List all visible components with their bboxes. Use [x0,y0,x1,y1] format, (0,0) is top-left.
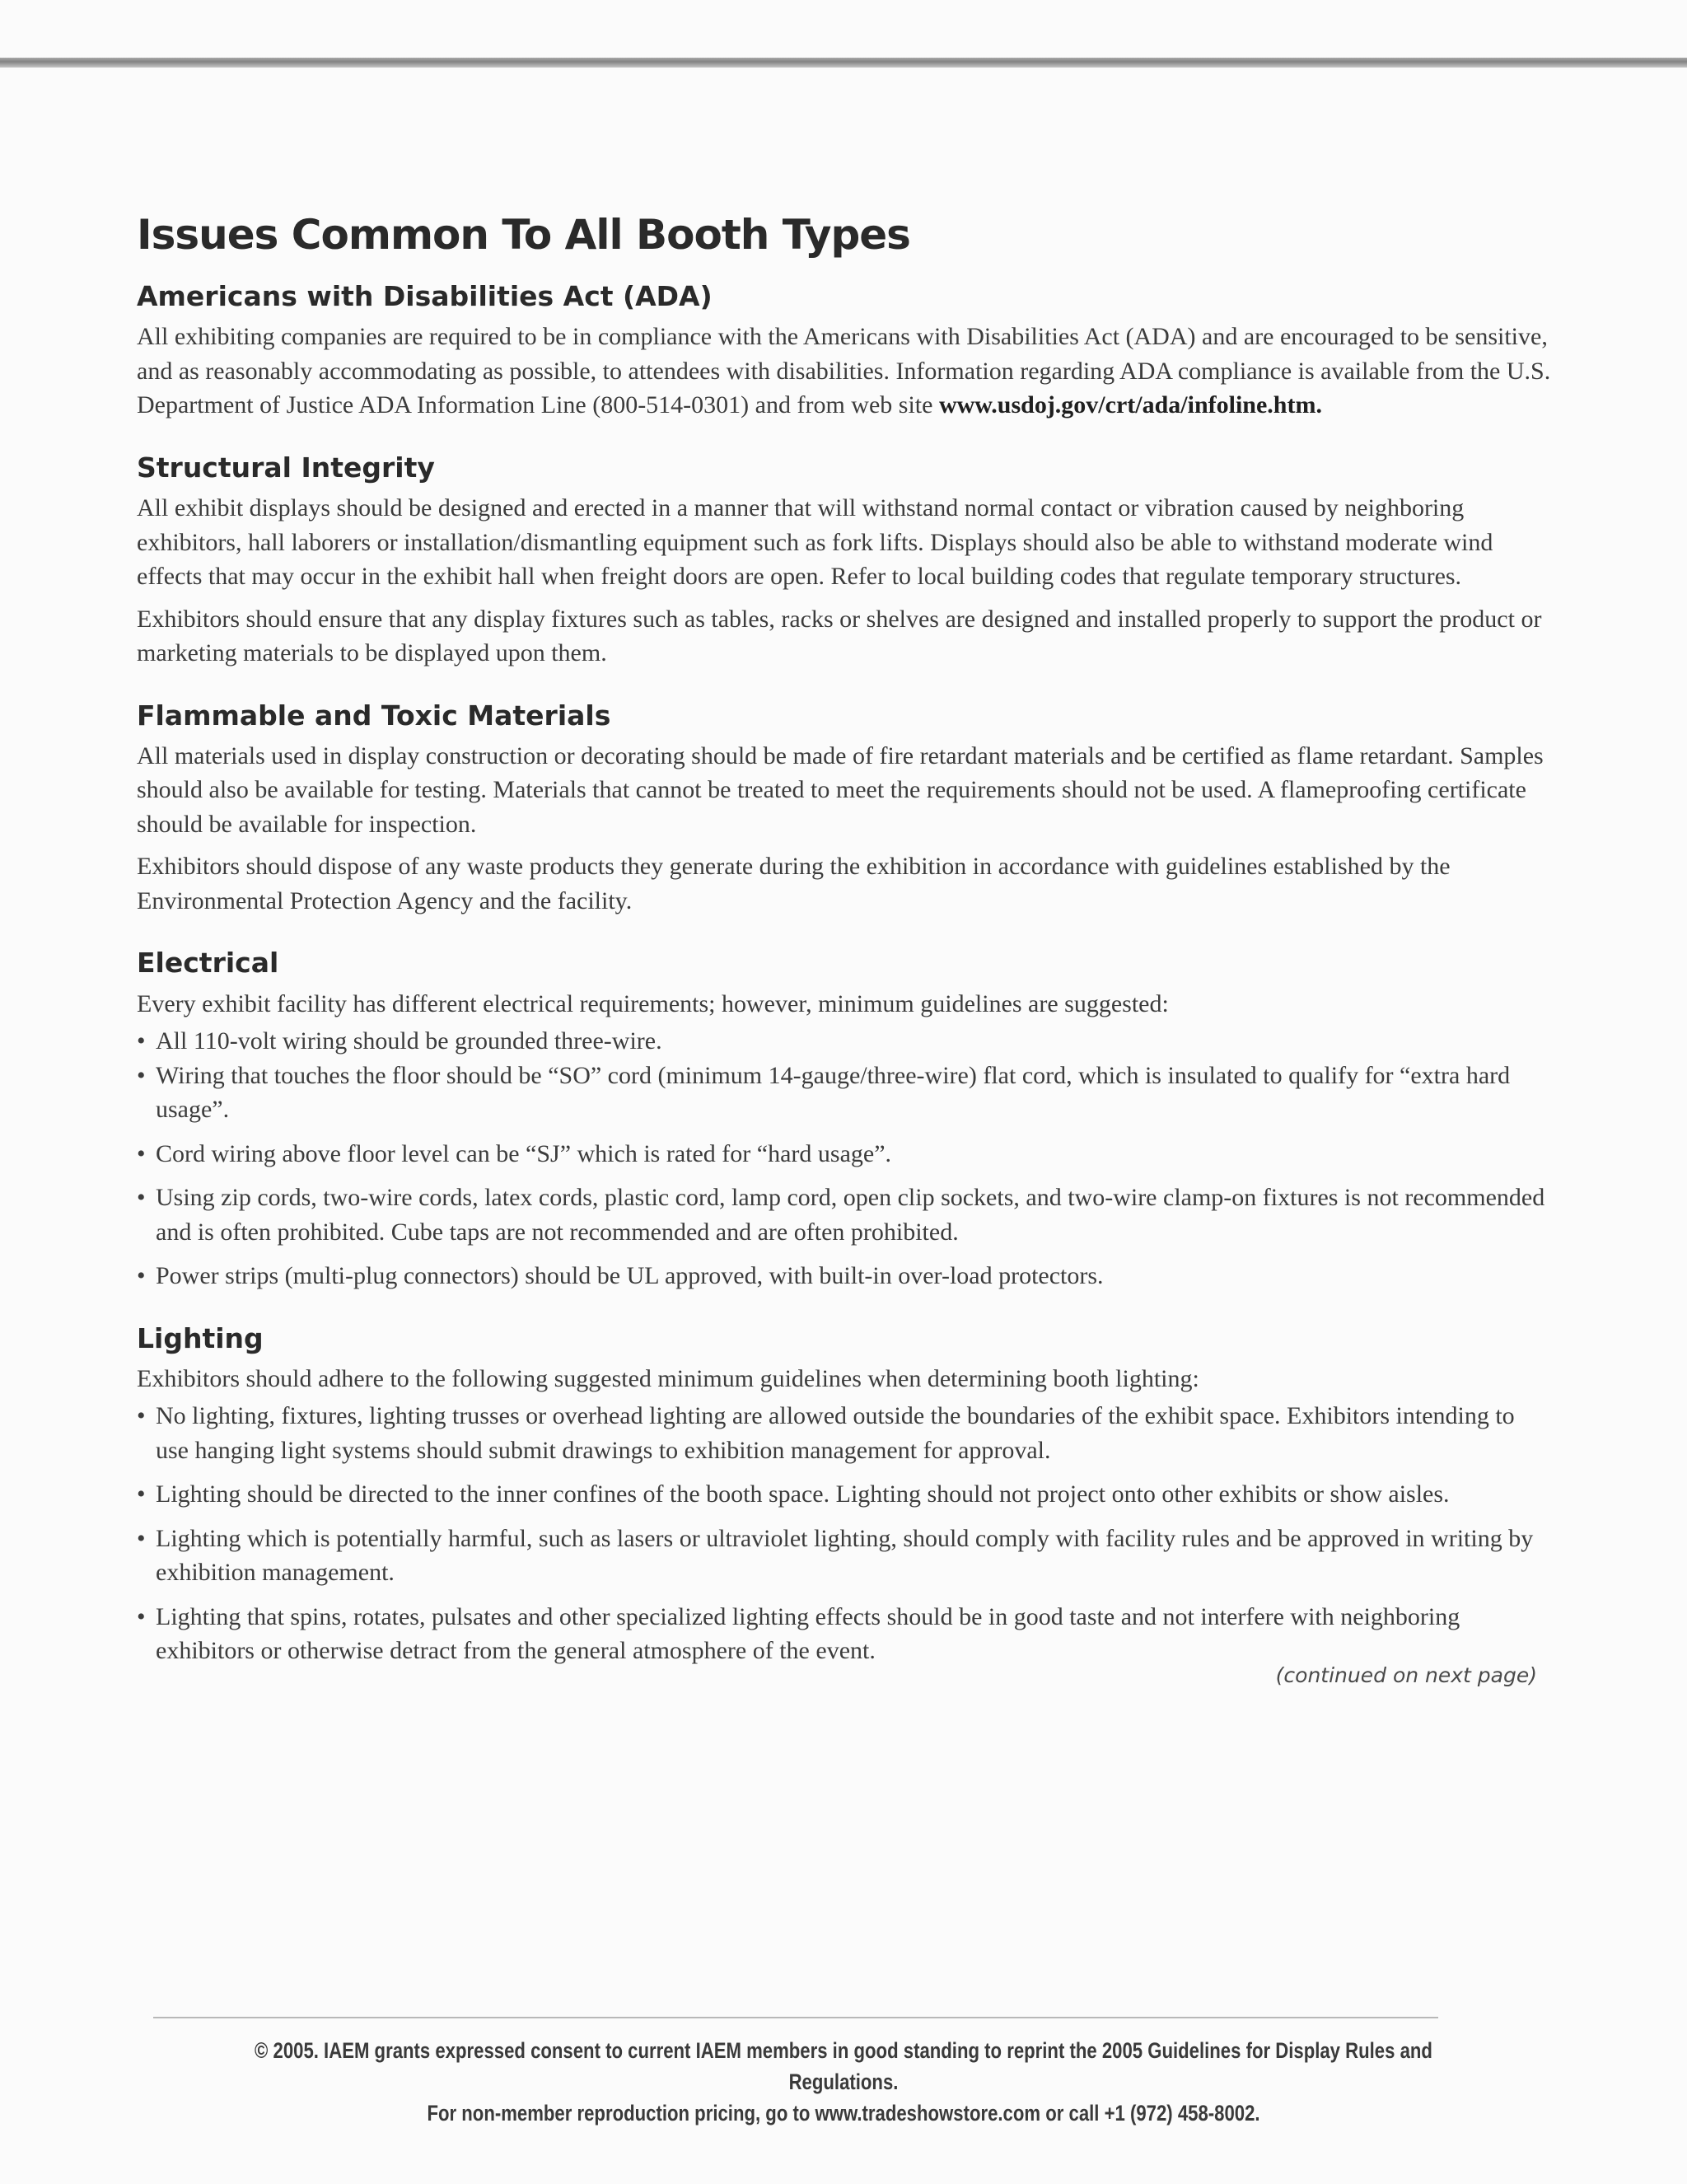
section-intro: Exhibitors should adhere to the following suggested minimum guidelines when determining booth lighting: [137,1364,1199,1392]
list-item: • Lighting that spins, rotates, pulsates and other specialized lighting effects should be in good taste and not interfere with neighboring exhibitors or otherwise detract from the general atmosphere of the event. [137,1600,1554,1668]
footer-divider [153,2017,1438,2018]
section-ada [137,279,1554,423]
continued-note: (continued on next page) [1275,1663,1537,1687]
section-heading: Americans with Disabilities Act (ADA) [137,280,713,312]
list-item: • Lighting should be directed to the inner confines of the booth space. Lighting should not project onto other exhibits or show aisles. [137,1477,1554,1512]
list-item: • All 110-volt wiring should be grounded three-wire. [137,1024,1554,1059]
section-paragraph: All exhibit displays should be designed and erected in a manner that will withstand normal contact or vibration caused by neighboring exhibitors, hall laborers or installation/dismantling equipment such as fork lifts. Displays should also be able to withstand moderate wind effects that may occur in the exhibit hall when freight doors are open. Refer to local building codes that regulate temporary structures. [137,494,1493,590]
ada-website-link[interactable]: www.usdoj.gov/crt/ada/infoline.htm. [938,391,1322,419]
bullet-icon: • [137,1061,146,1089]
bullet-icon: • [137,1262,146,1289]
section-paragraph: Exhibitors should ensure that any display fixtures such as tables, racks or shelves are designed and installed properly to support the product or marketing materials to be displayed upon them. [137,605,1542,666]
section-heading: Structural Integrity [137,451,435,484]
footer-line-1: © 2005. IAEM grants expressed consent to current IAEM members in good standing to reprint the 2005 Guidelines for Display Rules and Regulations. [255,2038,1432,2094]
section-paragraph [137,320,1554,423]
copyright-footer [219,2035,1467,2129]
bullet-icon: • [137,1524,146,1552]
scan-top-edge [0,58,1687,68]
section-paragraph: Exhibitors should dispose of any waste products they generate during the exhibition in accordance with guidelines established by the Environmental Protection Agency and the facility. [137,853,1451,914]
footer-line-2: For non-member reproduction pricing, go to www.tradeshowstore.com or call +1 (972) 458-8002. [427,2101,1260,2126]
list-item: • Using zip cords, two-wire cords, latex cords, plastic cord, lamp cord, open clip sockets, and two-wire clamp-on fixtures is not recommended and is often prohibited. Cube taps are not recommended and are often prohibited. [137,1181,1554,1249]
list-item: • Lighting which is potentially harmful, such as lasers or ultraviolet lighting, should comply with facility rules and be approved in writing by exhibition management. [137,1522,1554,1590]
bullet-icon: • [137,1402,146,1430]
page-content [137,210,1554,1687]
section-electrical [137,946,1554,1293]
bullet-list [137,1024,1554,1293]
section-lighting [137,1321,1554,1668]
page-title: Issues Common To All Booth Types [137,211,910,259]
section-heading: Electrical [137,947,279,980]
list-item: • Power strips (multi-plug connectors) should be UL approved, with built-in over-load protectors. [137,1259,1554,1293]
bullet-icon: • [137,1480,146,1508]
bullet-icon: • [137,1139,146,1167]
list-item: • Wiring that touches the floor should be “SO” cord (minimum 14-gauge/three-wire) flat cord, which is insulated to qualify for “extra hard usage”. [137,1059,1554,1127]
section-paragraph: All materials used in display construction or decorating should be made of fire retardant materials and be certified as flame retardant. Samples should also be available for testing. Materials that cannot be treated to meet the requirements should not be used. A flameproofing certificate should be available for inspection. [137,741,1544,838]
bullet-icon: • [137,1027,146,1055]
section-intro: Every exhibit facility has different electrical requirements; however, minimum guidelines are suggested: [137,989,1169,1017]
section-flammable-materials [137,699,1554,919]
section-heading: Flammable and Toxic Materials [137,699,611,732]
bullet-list [137,1399,1554,1668]
section-structural-integrity [137,451,1554,671]
section-heading: Lighting [137,1321,264,1354]
paragraph-text: All exhibiting companies are required to be in compliance with the Americans with Disabilities Act (ADA) and are encouraged to be sensitive, and as reasonably accommodating as possible, to attendees with disabilities. Information regarding ADA compliance is available from the U.S. Department of Justice ADA Information Line (800-514-0301) and from web site [137,323,1551,419]
bullet-icon: • [137,1602,146,1630]
bullet-icon: • [137,1184,146,1211]
list-item: • Cord wiring above floor level can be “SJ” which is rated for “hard usage”. [137,1137,1554,1172]
list-item: • No lighting, fixtures, lighting trusses or overhead lighting are allowed outside the boundaries of the exhibit space. Exhibitors intending to use hanging light systems should submit drawings to exhibition management for approval. [137,1399,1554,1467]
